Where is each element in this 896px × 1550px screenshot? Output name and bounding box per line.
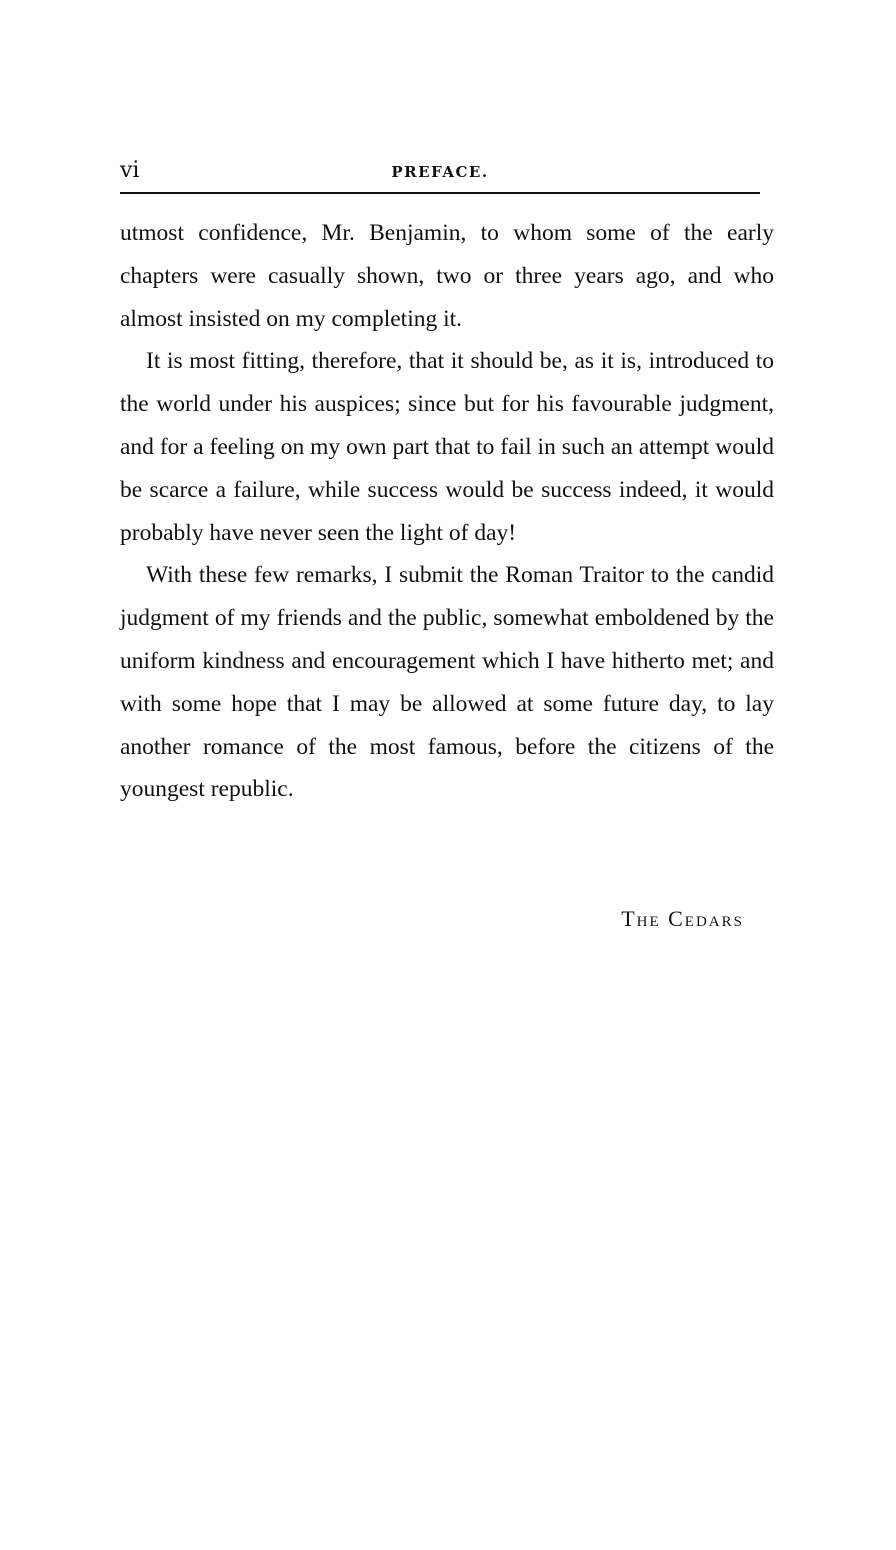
- running-head: [120, 156, 760, 186]
- paragraph-2: It is most fitting, therefore, that it should be, as it is, introduced to the world under his auspices; since but for his favourable judgment, and for a feeling on my own part that to fail in such an attempt would be scarce a failure, while success would be success indeed, it would probably have never seen the light of day!: [120, 348, 774, 546]
- signature-place: The Cedars: [621, 906, 744, 931]
- paragraph-3: With these few remarks, I submit the Roman Traitor to the candid judgment of my friends and the public, somewhat emboldened by the uniform kindness and encouragement which I have hitherto met; and with some hope that I may be allowed at some future day, to lay another romance of the most famous, before the citizens of the youngest republic.: [120, 562, 774, 803]
- paragraph-1: utmost confidence, Mr. Benjamin, to whom some of the early chapters were casually shown, two or three years ago, and who almost insisted on my completing it.: [120, 220, 774, 332]
- page-number: vi: [120, 158, 140, 183]
- header-rule: [120, 192, 760, 194]
- preface-body: [120, 212, 774, 811]
- running-title: PREFACE.: [391, 163, 489, 181]
